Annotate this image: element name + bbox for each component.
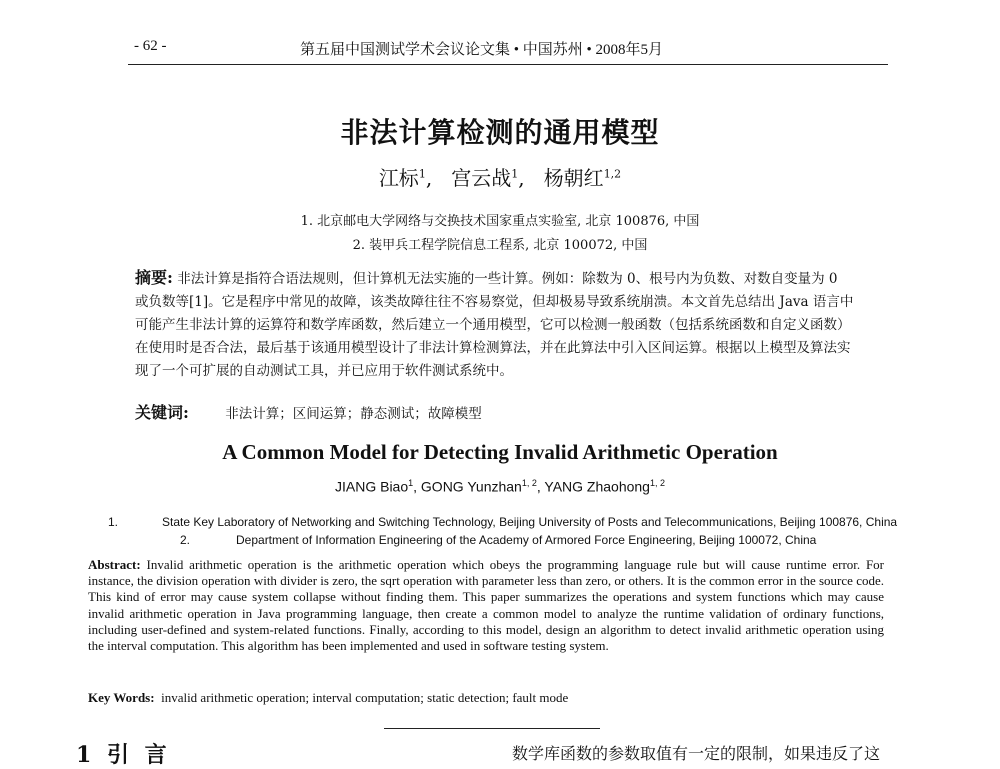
footnote-rule: [384, 728, 600, 729]
header-rule: [128, 64, 888, 65]
author-sup: 1: [418, 167, 426, 181]
abstract-en-text: Invalid arithmetic operation is the arithmetic operation which obeys the programming language rule but will cause runtime error. For instance, the division operation with divider is zero, the sqrt operation with parameter less than zero, or others. It is the common error in the source code. This kind of error may cause system collapse without finding them. This paper summarizes the operations and system functions which may cause invalid arithmetic operation in Java programming language, then create a common model to analyze the runtime validation of ordinary functions, including user-defined and system-related functions. Finally, according to this model, design an algorithm to detect invalid arithmetic operation using the interval computation. This algorithm has been implemented and used in software testing system.: [88, 557, 885, 654]
running-header: 第五届中国测试学术会议论文集 • 中国苏州 • 2008年5月: [300, 42, 664, 58]
author-cn: 杨朝红: [543, 166, 604, 190]
affiliation-en: State Key Laboratory of Networking and Switching Technology, Beijing University of Posts and Telecommunications, Beijing 100876, China: [162, 515, 898, 529]
affiliation-cn: 1. 北京邮电大学网络与交换技术国家重点实验室, 北京 100876, 中国: [300, 214, 700, 229]
affiliation-en-number: 2.: [180, 533, 191, 547]
author-en: GONG Yunzhan: [420, 478, 522, 495]
affiliation-en: Department of Information Engineering of the Academy of Armored Force Engineering, Beijing 100072, China: [236, 533, 817, 547]
keywords-cn-label: 关键词:: [135, 403, 189, 422]
author-sup: 1: [408, 478, 414, 488]
paper-title-cn: 非法计算检测的通用模型: [340, 116, 660, 149]
author-sup: 1, 2: [521, 478, 537, 488]
section-heading: 1 引 言: [76, 742, 171, 768]
author-sup: 1, 2: [649, 478, 665, 488]
keywords-en-text: invalid arithmetic operation; interval computation; static detection; fault mode: [161, 690, 569, 705]
abstract-cn: [135, 266, 855, 383]
body-text-start: 数学库函数的参数取值有一定的限制，如果违反了这: [512, 744, 881, 763]
keywords-en-label: Key Words:: [88, 690, 155, 705]
abstract-cn-text: 非法计算是指符合语法规则，但计算机无法实施的一些计算。例如：除数为 0、根号内为负数、对数自变量为 0 或负数等[1]。它是程序中常见的故障，该类故障往往不容易察觉，但却极易导致系统崩溃。本文首先总结出 Java 语言中可能产生非法计算的运算符和数学库函数，然后建立一个通用模型，它可以检测一般函数（包括系统函数和自定义函数）在使用时是否合法，最后基于该通用模型设计了非法计算检测算法，并在此算法中引入区间运算。根据以上模型及算法实现了一个可扩展的自动测试工具，并已应用于软件测试系统中。: [135, 271, 854, 379]
affiliation-cn: 2. 装甲兵工程学院信息工程系, 北京 100072, 中国: [352, 238, 648, 253]
authors-cn: 江标$^1$, 宫云战$^1$, 杨朝红$^{1,2}$: [378, 166, 622, 190]
author-cn: 江标: [378, 166, 419, 190]
abstract-en: [88, 557, 884, 654]
keywords-en: [88, 690, 568, 706]
keywords-cn-text: 非法计算；区间运算；静态测试；故障模型: [225, 406, 482, 422]
affiliation-en-number: 1.: [108, 515, 119, 529]
author-en: YANG Zhaohong: [544, 478, 650, 495]
author-sup: 1: [511, 167, 519, 181]
author-en: JIANG Biao: [334, 478, 409, 495]
page-number: - 62 -: [134, 38, 167, 54]
abstract-en-label: Abstract:: [88, 557, 141, 572]
authors-en: JIANG Biao$^1$, GONG Yunzhan$^{1, 2}$, YANG Zhaohong$^{1, 2}$: [334, 478, 665, 495]
keywords-cn: [135, 400, 482, 423]
author-sup: 1,2: [603, 167, 622, 181]
author-cn: 宫云战: [451, 166, 512, 190]
abstract-cn-label: 摘要:: [135, 268, 173, 287]
paper-title-en: A Common Model for Detecting Invalid Arithmetic Operation: [222, 440, 778, 464]
